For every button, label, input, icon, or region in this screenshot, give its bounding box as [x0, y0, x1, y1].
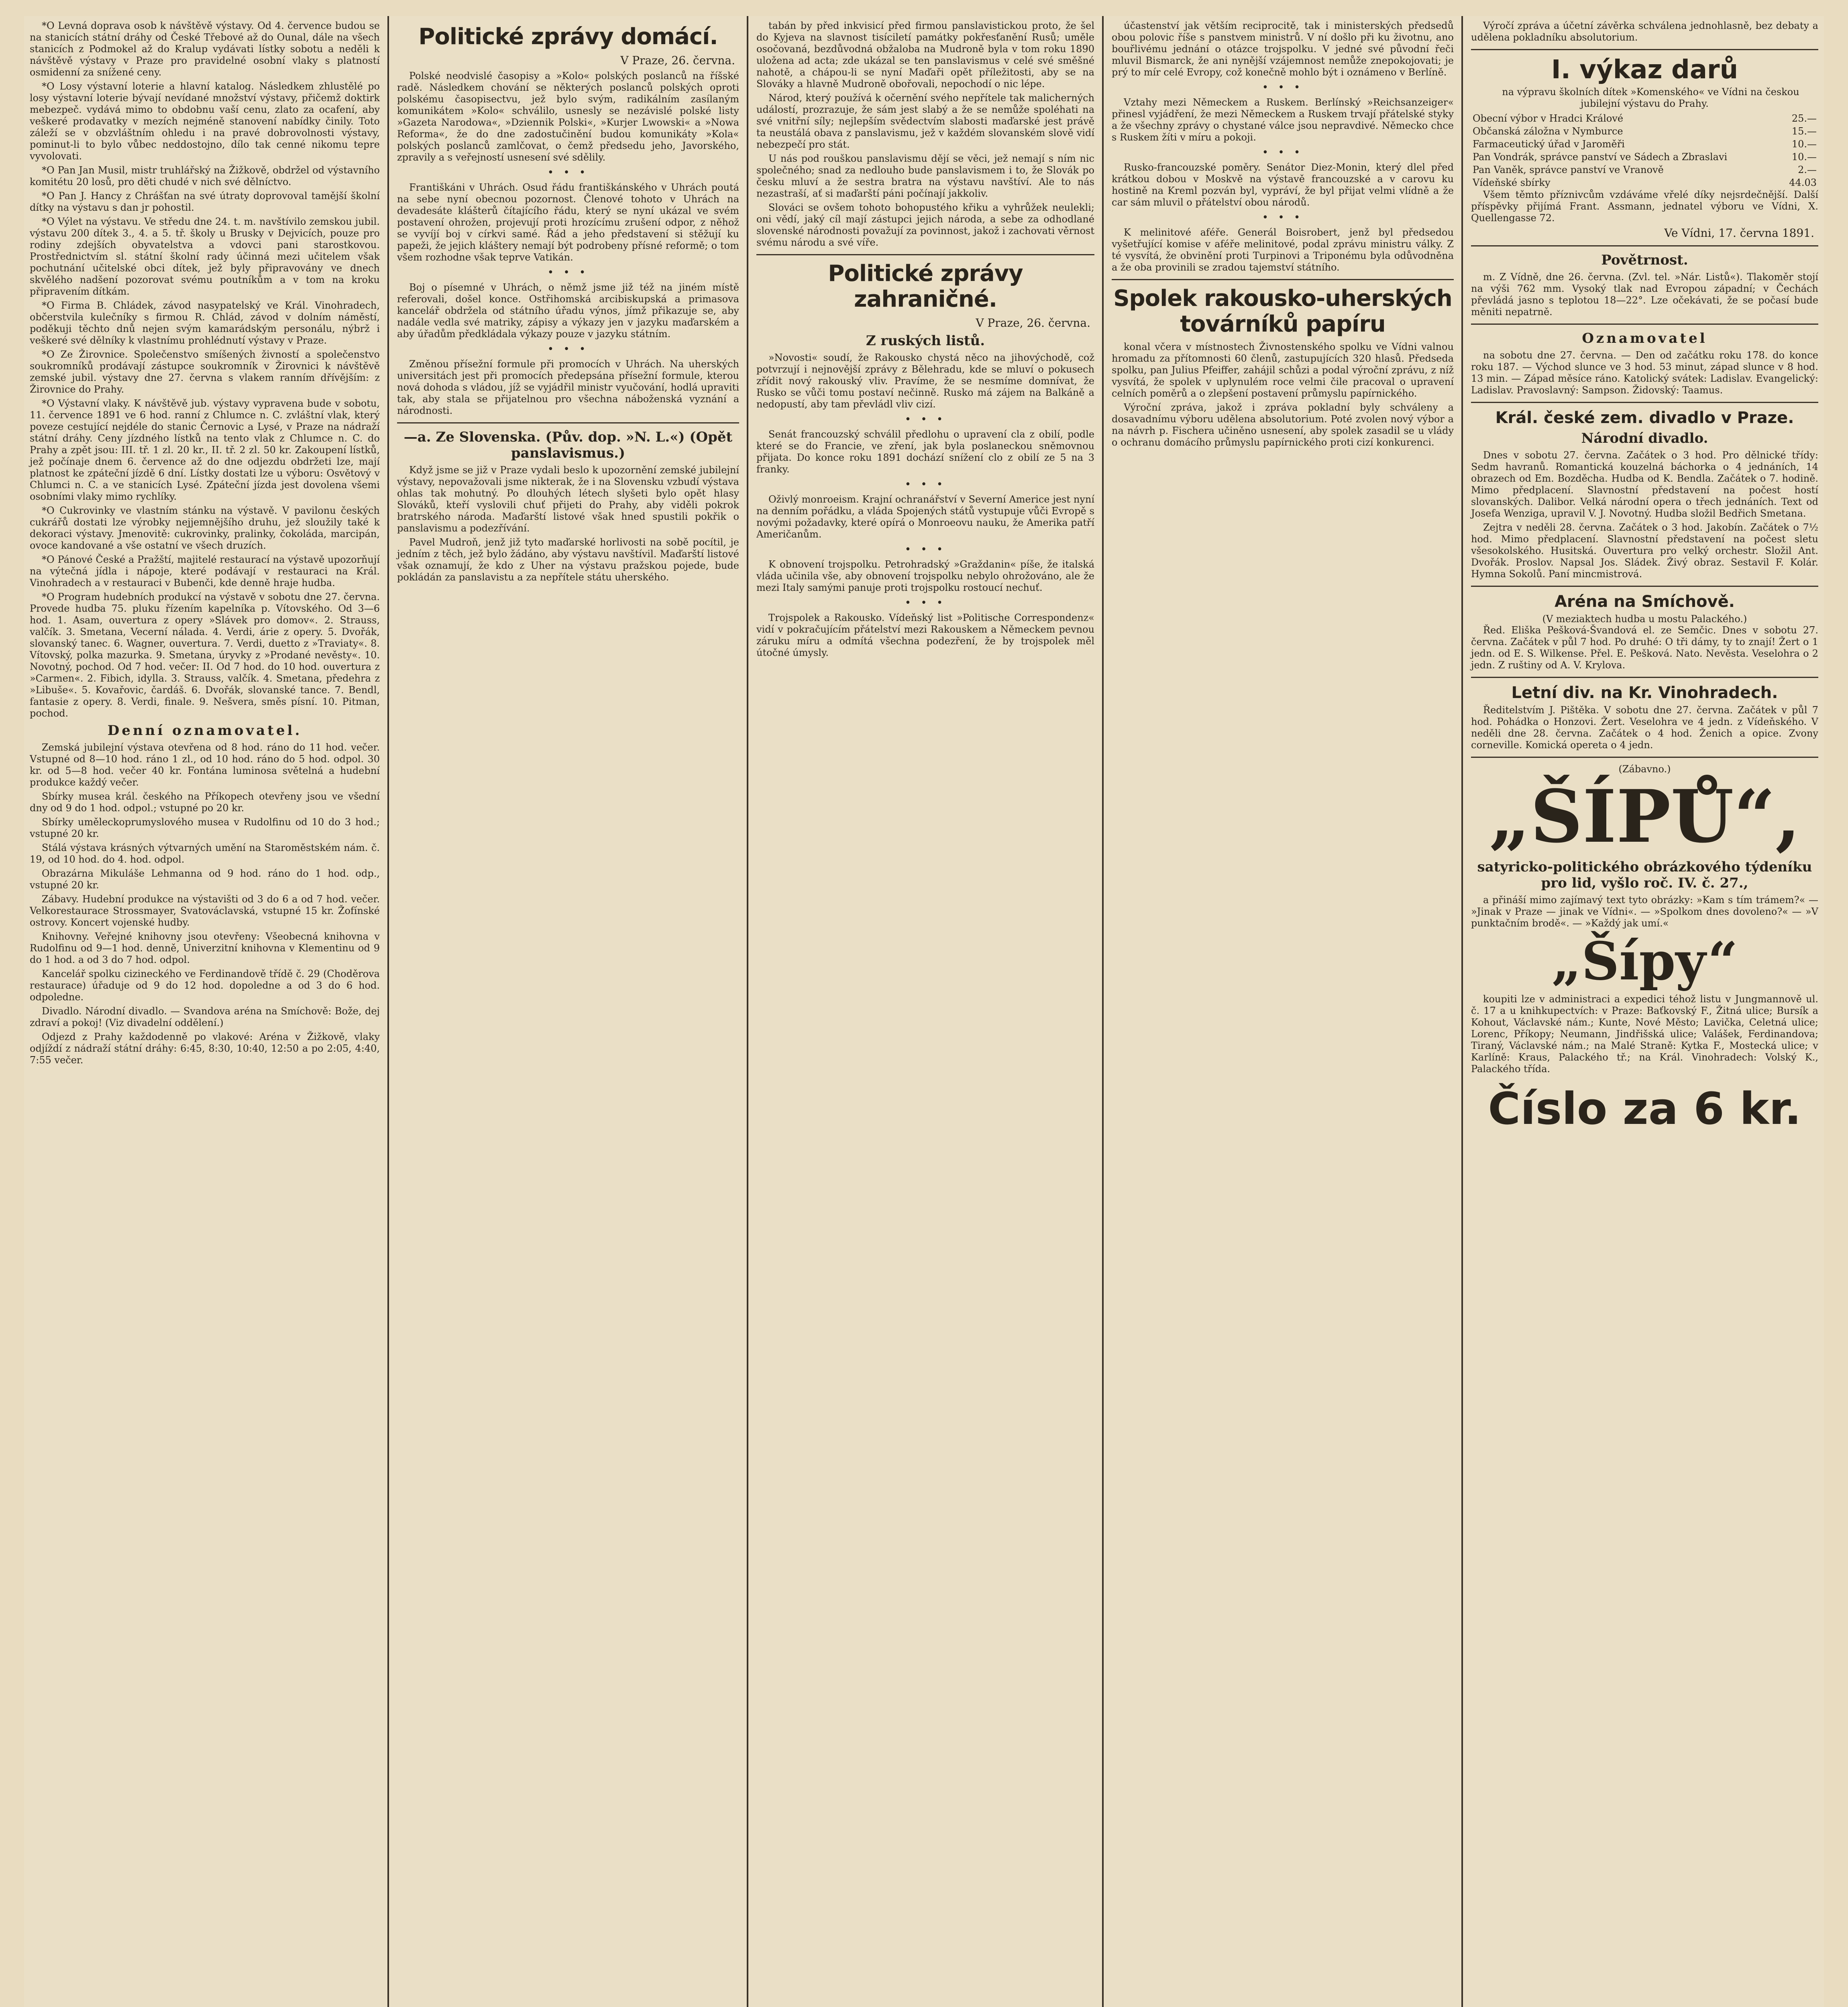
column-1 — [24, 16, 385, 2007]
article-paragraph: U nás pod rouškou panslavismu dějí se věci, jež nemají s ním nic společného; snad za nedlouho bude panslavismem i to, že Slovák po česku mluví a že sestra bratra na výstavu navštíví. Ale to nás nezastraší, ať si maďarští páni počínají jakkoliv. — [756, 153, 1094, 199]
divider — [1471, 677, 1818, 678]
separator: • • • — [547, 167, 589, 179]
separator: • • • — [1262, 212, 1304, 224]
theatre-program: Zejtra v neděli 28. června. Začátek o 3 hod. Jakobín. Začátek o 7½ hod. Mimo předplacení. Slavnostní představení na počest sletu všesokolského. Husitská. Ouvertura pro velký orchestr. Složil Ant. Dvořák. Proslov. Napsal Jos. Sládek. Živý obraz. Sestavil F. Kolár. Hymna Sokolů. Paní mincmistrová. — [1471, 522, 1818, 580]
listing-item: Knihovny. Veřejné knihovny jsou otevřeny: Všeobecná knihovna v Rudolfinu od 9—1 hod. denně, Univerzitní knihovna v Klementinu od 9 do 1 hod. a od 3 do 7 hod. odpol. — [30, 931, 380, 965]
article-paragraph: Pavel Mudroň, jenž již tyto maďarské horlivosti na sobě pocítil, je jedním z těch, jež bylo žádáno, aby výstavu navštívil. Maďarští listové však oznamují, že kdo z Uher na výstavu pražskou pojede, bude pokládán za panslavistu a za nepřítele státu uherského. — [397, 537, 739, 583]
arena-program: Řed. Eliška Pešková-Švandová el. ze Semčic. Dnes v sobotu 27. června. Začátek v půl 7 hod. Po druhé: O tři dámy, ty to znají! Žert o 1 jedn. od E. S. Wilkense. Přel. E. Pešková. Nato. Nevěsta. Veselohra o 2 jedn. Z ruštiny od A. V. Krylova. — [1471, 625, 1818, 671]
listing-item: Odjezd z Prahy každodenně po vlakové: Aréna v Žižkově, vlaky odjíždí z nádraží státní dráhy: 6:45, 8:30, 10:40, 12:50 a po 2:05, 4:40, 7:55 večer. — [30, 1031, 380, 1066]
news-item: *O Firma B. Chládek, závod nasypatelský ve Král. Vinohradech, občerstvila kulečníky s firmou R. Chlád, závod v dolním náměstí, poděkuji těchto dnů nejen svým kamarádským personálu, nýbrž i veškeré své dělníky k vlastnímu prohlédnutí výstavy v Praze. — [30, 300, 380, 346]
newspaper-page — [24, 16, 1824, 2007]
news-item: *O Výstavní vlaky. K návštěvě jub. výstavy vypravena bude v sobotu, 11. července 1891 ve 6 hod. ranní z Chlumce n. C. zvláštní vlak, který poveze cestující nejdéle do stanic Černovic a Lysé, v Praze na nádraží státní dráhy. Ceny jízdného lístků na tento vlak z Chlumce n. C. do Prahy a zpět jsou: III. tř. 1 zl. 20 kr., II. tř. 2 zl. 50 kr. Zakoupení lístků, jež počínaje dnem 6. července až do dne odjezdu obdržeti lze, mají platnost ke zpáteční jízdě 6 dní. Lístky dostati lze u výboru: Osvětový v Chlumci n. C. a ve stanicích Lysé. Zpáteční jízda jest dovolena všemi osobními vlaky mimo rychlíky. — [30, 398, 380, 502]
article-paragraph: Oživlý monroeism. Krajní ochranářství v Severní Americe jest nyní na denním pořádku, a vláda Spojených států vystupuje vůči Evropě s novými požadavky, které opírá o Monroeovu nauku, že Amerika patří Američanům. — [756, 494, 1094, 540]
table-row: Pan Vaněk, správce panství ve Vranově 2.— — [1473, 164, 1817, 175]
weather-text: m. Z Vídně, dne 26. června. (Zvl. tel. »Nár. Listů«). Tlakoměr stojí na výši 762 mm. Vysoký tlak nad Evropou západní; v Čechách převládá jasno s teplotou 18—22°. Lze očekávati, že se počasí bude měniti nepatrně. — [1471, 271, 1818, 318]
article-paragraph: Rusko-francouzské poměry. Senátor Diez-Monin, který dlel před krátkou dobou v Moskvě na výstavě francouzské a v carovu ku hostině na Kreml pozván byl, vypráví, že byl přijat velmi vlídně a že car sám mluvil o přátelství obou národů. — [1112, 162, 1454, 208]
news-item: *O Pan J. Hancy z Chrášťan na své útraty doprovoval tamější školní dítky na výstavu s dan jr pohostil. — [30, 190, 380, 213]
donations-footer: Všem těmto příznivcům vzdáváme vřelé díky nejsrdečnější. Další příspěvky přijímá Frant. Assmann, jednatel výboru ve Vídni, X. Quellengasse 72. — [1471, 189, 1818, 224]
article-paragraph: Slováci se ovšem tohoto bohopustého křiku a vyhrůžek neulekli; oni vědí, jaký cíl mají zástupci jejich národa, a sebe za odhodlané slovenské národnosti považují za povinnost, jakož i zachovati věrnost svému národu a své víře. — [756, 202, 1094, 248]
donations-table — [1471, 112, 1818, 189]
article-heading: Z ruských listů. — [866, 333, 985, 349]
theatre-subtitle: Národní divadlo. — [1581, 430, 1708, 446]
dateline: Ve Vídni, 17. června 1891. — [1664, 226, 1814, 240]
divider — [1471, 245, 1818, 246]
news-item: *O Pan Jan Musil, mistr truhlářský na Žižkově, obdržel od výstavního komitétu 20 losů, pro děti chudé v nich své dělníctvo. — [30, 165, 380, 187]
ad-label: (Zábavno.) — [1618, 763, 1671, 775]
section-title: Politické zprávy zahraničné. — [828, 261, 1023, 312]
divider — [1471, 757, 1818, 758]
calendar-text: na sobotu dne 27. června. — Den od začátku roku 178. do konce roku 187. — Východ slunce ve 3 hod. 53 minut, západ slunce v 8 hod. 13 min. — Západ měsíce ráno. Katolický svátek: Ladislav. Evangelický: Ladislav. Pravoslavný: Sampson. Židovský: Taamus. — [1471, 350, 1818, 396]
separator: • • • — [1262, 147, 1304, 159]
news-item: *O Losy výstavní loterie a hlavní katalog. Následkem zhlustělé po losy výstavní loterie bývají nevídané množství výstavy, přičemž doktirk mebezpeč. vydává mimo to obdobnu vaší cenu, zlato za ocafení, aby veškeré prodavatky v mezích nejméně stanovení nabídky činily. Toto záleží se v obzvláštním ohledu i na pravé dobrovolnosti výstavy, pominut-li to bylo vůbec neddostojno, dílo tak cenné nikomu tepre vyvolovati. — [30, 81, 380, 162]
article-paragraph: Trojspolek a Rakousko. Vídeňský list »Politische Correspondenz« vidí v pokračujícím přátelství mezi Rakouskem a Německem pevnou záruku míru a odmítá všechna podezření, že by trojspolek měl útočné úmysly. — [756, 612, 1094, 658]
table-row: Občanská záložna v Nymburce 15.— — [1473, 126, 1817, 137]
listing-item: Sbírky musea král. českého na Příkopech otevřeny jsou ve všední dny od 9 do 1 hod. odpol.; vstupné po 20 kr. — [30, 791, 380, 814]
column-rule — [747, 16, 748, 2007]
dateline: V Praze, 26. června. — [976, 316, 1090, 330]
divider — [1471, 586, 1818, 587]
article-paragraph: Výroční zpráva, jakož i zpráva pokladní byly schváleny a dosavadnímu výboru udělena absolutorium. Poté zvolen nový výbor a na návrh p. Fischera učiněno usnesení, aby spolek zasadil se u vlády o ochranu domácího průmyslu papírnického proti cizí konkurenci. — [1112, 402, 1454, 448]
news-item: *O Pánové České a Pražští, majitelé restaurací na výstavě upozorňují na výtečná jídla i nápoje, které podávají v restauraci na Král. Vinohradech a v restauraci v Bubenči, kde denně hraje hudba. — [30, 554, 380, 588]
article-paragraph: Senát francouzský schválil předlohu o upravení cla z obilí, podle které se do Francie, ve zření, jak byla poslaneckou sněmovnou přijata. Do konce roku 1891 dochází snížení clo z obilí ze 5 na 3 franky. — [756, 429, 1094, 475]
summer-theatre-program: Ředitelstvím J. Pištěka. V sobotu dne 27. června. Začátek v půl 7 hod. Pohádka o Honzovi. Žert. Veselohra ve 4 jedn. z Vídeňského. V neděli dne 28. června. Začátek o 4 hod. Ženich a opice. Zvony corneville. Komická opereta o 4 jedn. — [1471, 704, 1818, 751]
theatre-program: Dnes v sobotu 27. června. Začátek o 3 hod. Pro dělnické třídy: Sedm havranů. Romantická kouzelná báchorka o 4 jednáních, 14 obrazech od Em. Bozděcha. Hudba od K. Bendla. Začátek o 7. hodině. Mimo předplacení. Slavnostní představení na počest hostí slovanských. Dalibor. Velká národní opera o třech jednáních. Text od Josefa Wenziga, upravil V. J. Novotný. Hudba složil Bedřich Smetana. — [1471, 450, 1818, 519]
divider — [397, 422, 739, 423]
news-item: *O Cukrovinky ve vlastním stánku na výstavě. V pavilonu českých cukrářů dostati lze výrobky nejjemnějšího druhu, jež sloužily také k dekoraci výstavy. Jmenovitě: cukrovinky, pralinky, čokoláda, marcipán, ovoce kandované a vše ostatní ve všech druzích. — [30, 505, 380, 551]
separator: • • • — [905, 413, 946, 425]
divider — [1471, 49, 1818, 50]
article-paragraph: Františkáni v Uhrách. Osud řádu františkánského v Uhrách poutá na sebe nyní obecnou pozornost. Členové tohoto v Uhrách na devadesáte klášterů čítajícího řádu, který se nyní ukázal ve svém postavení ohrožen, projevují proti hrozícímu zrušení odpor, z něhož se vyvíjí boj v církvi samé. Řád a jeho představení si stěžují ku papeži, že jejich kláštery nemají být podrobeny přísné reformě; o tom všem rozhodne však teprve Vatikán. — [397, 182, 739, 263]
table-row: Vídeňské sbírky 44.03 — [1473, 177, 1817, 188]
article-paragraph: Když jsme se již v Praze vydali beslo k upozornění zemské jubilejní výstavy, nepovažovali jsme nikterak, že i na Slovensku vzbudí výstava ohlas tak mohutný. Po dlouhých létech slyšeti bylo opět hlasy Slováků, kteří vyslovili chuť přijeti do Prahy, aby viděli pokrok bratrského národa. Maďarští listové však hned spustili pokřik o panslavismu a podezřívání. — [397, 464, 739, 534]
listing-item: Obrazárna Mikuláše Lehmanna od 9 hod. ráno do 1 hod. odp., vstupné 20 kr. — [30, 868, 380, 891]
article-paragraph: Národ, který používá k očernění svého nepřítele tak malicherných událostí, prozrazuje, že sám jest slabý a že se nemůže spoléhati na své vnitřní síly; nejlepším svědectvím slabosti maďarské jest právě ta neustálá obava z panslavismu, jež v každém slovanském slově vidí nebezpečí pro stát. — [756, 92, 1094, 150]
listing-item: Zábavy. Hudební produkce na výstavišti od 3 do 6 a od 7 hod. večer. Velkorestaurace Strossmayer, Svatováclavská, vstupné 15 kr. Žofínské ostrovy. Koncert vojenské hudby. — [30, 894, 380, 928]
arena-title: Aréna na Smíchově. — [1555, 592, 1735, 611]
column-5 — [1465, 16, 1824, 2007]
article-paragraph: Změnou přísežní formule při promocích v Uhrách. Na uherských universitách jest při promocích předepsána přísežní formule, kterou nová dohoda s vládou, jíž se vyjádřil ministr vyučování, hodlá upraviti tak, aby stala se přijatelnou pro všechna náboženská vyznání a národnosti. — [397, 358, 739, 416]
calendar-title: Oznamovatel — [1582, 330, 1707, 346]
price-footer: Číslo za 6 kr. — [1488, 1083, 1801, 1134]
article-paragraph: tabán by před inkvisicí před firmou panslavistickou proto, že šel do Kyjeva na slavnost tisíciletí památky pokřesťanění Rusů; uměle osočovaná, bezdůvodná obžaloba na Mudroně byla v tom roku 1890 uložena ad acta; zde ukázal se ten panslavismus v celé své směšné nahotě, a chápou-li se nyní Maďaři opět příležitosti, aby se na Slováky a hlavně Mudroně obořovali, nepochodí o nic lépe. — [756, 20, 1094, 90]
article-paragraph: K melinitové aféře. Generál Boisrobert, jenž byl předsedou vyšetřující komise v aféře melinitové, podal zprávu ministru války. Z té vysvítá, že obvinění proti Turpinovi a Triponému byla odůvodněna a že oba provinili se zradou tajemství státního. — [1112, 227, 1454, 273]
divider — [1471, 402, 1818, 403]
separator: • • • — [547, 343, 589, 355]
column-rule — [1102, 16, 1104, 2007]
column-2 — [391, 16, 745, 2007]
sipu-text: a přináší mimo zajímavý text tyto obrázky: »Kam s tím trámem?« — »Jinak v Praze — jinak ve Vídni«. — »Spolkom dnes dovoleno?« — »V punktačním brodě«. — »Každý jak umí.« — [1471, 894, 1818, 929]
arena-subtitle: (V meziaktech hudba u mostu Palackého.) — [1542, 613, 1747, 625]
theatre-title: Král. české zem. divadlo v Praze. — [1495, 409, 1794, 427]
article-paragraph: »Novosti« soudí, že Rakousko chystá něco na jihovýchodě, což potvrzují i nejnovější zprávy z Bělehradu, kde se mluví o pokusech zřídit nový rakouský vliv. Pravíme, že se nesmíme domnívat, že Rusko se vůči tomu postaví nečinně. Rusko má zájem na Balkáně a nedopustí, aby tam převládl vliv cizí. — [756, 352, 1094, 410]
sipy-text: koupiti lze v administraci a expedici téhož listu v Jungmannově ul. č. 17 a u knihkupectvích: v Praze: Baťkovský F., Žitná ulice; Bursík a Kohout, Václavské nám.; Kunte, Nové Město; Lavička, Celetná ulice; Lorenc, Příkopy; Neumann, Jindřišská ulice; Valášek, Ferdinandova; Tiraný, Václavské nám.; na Malé Straně: Kytka F., Mostecká ulice; v Karlíně: Kraus, Palackého tř.; na Král. Vinohradech: Volský K., Palackého třída. — [1471, 993, 1818, 1075]
listing-item: Stálá výstava krásných výtvarných umění na Staroměstském nám. č. 19, od 10 hod. do 4. hod. odpol. — [30, 842, 380, 865]
separator: • • • — [1262, 81, 1304, 94]
article-paragraph: Polské neodvislé časopisy a »Kolo« polských poslanců na říšské radě. Následkem chování se některých poslanců polských oproti polskému časopisectvu, jež bylo svým, radikálním zasílaným komunikátem »Kolo« schválilo, usnesly se nezávislé polské listy »Gazeta Narodowa«, »Dziennik Polski«, »Kurjer Lwowski« a »Nowa Reforma«, že do dne zadostučinění budou komunikáty »Kola« polských poslanců zamlčovat, o čemž předsedu jeho, Javorského, zpravily a s veřejností usnesení své sdělily. — [397, 70, 739, 163]
sipu-subtitle: satyricko-politického obrázkového týdeníku pro lid, vyšlo roč. IV. č. 27., — [1477, 859, 1812, 891]
weather-title: Povětrnost. — [1601, 252, 1688, 268]
sipu-masthead: „ŠÍPŮ“, — [1489, 774, 1801, 859]
donations-subtitle: na výpravu školních dítek »Komenského« ve Vídni na českou jubilejní výstavu do Prahy. — [1502, 86, 1799, 109]
sipy-title: „Šípy“ — [1551, 930, 1738, 992]
column-rule — [1461, 16, 1463, 2007]
column-4 — [1106, 16, 1459, 2007]
separator: • • • — [905, 543, 946, 556]
table-row: Farmaceutický úřad v Jaroměři 10.— — [1473, 138, 1817, 150]
separator: • • • — [905, 478, 946, 491]
divider — [1112, 279, 1454, 280]
listing-item: Zemská jubilejní výstava otevřena od 8 hod. ráno do 11 hod. večer. Vstupné od 8—10 hod. ráno 1 zl., od 10 hod. ráno do 5 hod. odpol. 30 kr. od 5—8 hod. večer 40 kr. Fontána luminosa světelná a hudební produkce každý večer. — [30, 742, 380, 788]
section-title: Spolek rakousko-uherských továrníků papíru — [1113, 285, 1452, 337]
article-paragraph: účastenství jak větším reciprocitě, tak i ministerských předsedů obou polovic říše s panstvem ministrů. V ní došlo při ku životnu, ano bouřlivému jednání o otázce trojspolku. V jedné své původní řeči mluvil Bismarck, že ani nynější vzájemnost nemůže znepokojovati; je prý to mír celé Evropy, což konečně mohlo být i oznámeno v Berlíně. — [1112, 20, 1454, 78]
table-row: Pan Vondrák, správce panství ve Sádech a Zbraslavi 10.— — [1473, 151, 1817, 163]
intro-paragraph: Výročí zpráva a účetní závěrka schválena jednohlasně, bez debaty a udělena pokladníku absolutorium. — [1471, 20, 1818, 43]
divider — [1471, 324, 1818, 325]
news-item: *O Program hudebních produkcí na výstavě v sobotu dne 27. června. Provede hudba 75. pluku řízením kapelníka p. Vítovského. Od 3—6 hod. 1. Asam, ouvertura z opery »Slávek pro domov«. 2. Strauss, valčík. 3. Smetana, Vecerní nálada. 4. Verdi, árie z opery. 5. Dvořák, slovanský tanec. 6. Wagner, ouvertura. 7. Verdi, duetto z »Traviaty«. 8. Vítovský, polka mazurka. 9. Smetana, úryvky z »Prodané nevěsty«. 10. Novotný, pochod. Od 7 hod. večer: II. Od 7 hod. do 10 hod. ouvertura z »Carmen«. 2. Fibich, idylla. 3. Strauss, valčík. 4. Smetana, předehra z »Libuše«. 5. Kovařovic, čardáš. 6. Dvořák, slovanské tance. 7. Bendl, fantasie z opery. 8. Verdi, finale. 9. Nešvera, směs písní. 10. Pitman, pochod. — [30, 591, 380, 719]
article-heading: —a. Ze Slovenska. (Pův. dop. »N. L.«) (Opět panslavismus.) — [403, 429, 733, 461]
separator: • • • — [905, 597, 946, 609]
donations-title: I. výkaz darů — [1551, 55, 1738, 85]
table-row: Obecní výbor v Hradci Králové 25.— — [1473, 113, 1817, 124]
news-item: *O Levná doprava osob k návštěvě výstavy. Od 4. července budou se na stanicích státní dráhy od České Třebové až do Ounal, dále na všech stanicích z Podmokel až do Kralup vydávati lístky sobotu a neděli k návštěvě výstavy v Praze pro pravidelné osobní vlaky s platností osmidenní za snížené ceny. — [30, 20, 380, 78]
listing-item: Kancelář spolku cizineckého ve Ferdinandově třídě č. 29 (Choděrova restaurace) úřaduje od 9 do 12 hod. dopoledne a od 3 do 6 hod. odpoledne. — [30, 968, 380, 1003]
section-title: Politické zprávy domácí. — [418, 24, 718, 50]
article-paragraph: konal včera v místnostech Živnostenského spolku ve Vídni valnou hromadu za přítomnosti 60 členů, zastupujících 320 hlasů. Předseda spolku, pan Julius Pfeiffer, zahájil schůzi a podal výroční zprávu, z níž vysvítá, že spolek v uplynulém roce velmi čile pracoval o upravení celních poměrů a o zlepšení postavení průmyslu papírnického. — [1112, 341, 1454, 399]
article-paragraph: K obnovení trojspolku. Petrohradský »Graždanin« píše, že italská vláda učinila vše, aby obnovení trojspolku nebylo ohrožováno, ale že mezi Italy samými panuje proti trojspolku rostoucí nechuť. — [756, 559, 1094, 593]
news-item: *O Výlet na výstavu. Ve středu dne 24. t. m. navštívilo zemskou jubil. výstavu 200 dítek 3., 4. a 5. tř. školy u Brusky v Dejvicích, pouze pro rodiny zdejších obyvatelstva a vdovci pani starostkovou. Prostřednictvím sl. státní školní rady účinná mezi učitelem však pochutnání učitelské obci dítek, jež byly připravovány ve dnech skvělého nadšení pozorovat svému poutníkům a v tom na kroku připravením dítkám. — [30, 216, 380, 297]
dateline: V Praze, 26. června. — [620, 54, 735, 67]
summer-theatre-title: Letní div. na Kr. Vinohradech. — [1511, 684, 1778, 702]
divider — [756, 254, 1094, 255]
article-paragraph: Boj o písemné v Uhrách, o němž jsme již též na jiném místě referovali, došel konce. Ostřihomská arcibiskupská a primasova kancelář obdržela od státního úřadu výnos, jímž přikazuje se, aby nadále vedla své matriky, zápisy a výkazy jen v jazyku maďarském a aby úřadům předkládala výkazy pouze v jazyku státním. — [397, 282, 739, 340]
column-3 — [751, 16, 1100, 2007]
listing-item: Sbírky uměleckoprumyslového musea v Rudolfinu od 10 do 3 hod.; vstupné 20 kr. — [30, 816, 380, 839]
section-heading: Denní oznamovatel. — [107, 723, 302, 739]
column-rule — [387, 16, 389, 2007]
news-item: *O Ze Žirovnice. Společenstvo smíšených živností a společenstvo soukromníků prodávají zástupce soukromník v Žirovnici k návštěvě zemské jubil. výstavy dne 27. června s vlakem ranním dřívějším: z Žirovnice do Prahy. — [30, 349, 380, 395]
listing-item: Divadlo. Národní divadlo. — Svandova aréna na Smíchově: Bože, dej zdraví a pokoj! (Viz divadelní oddělení.) — [30, 1006, 380, 1028]
article-paragraph: Vztahy mezi Německem a Ruskem. Berlínský »Reichsanzeiger« přinesl vyjádření, že mezi Německem a Ruskem trvají přátelské styky a že všechny zprávy o chystané válce jsou nepravdivé. Německo chce s Ruskem žíti v míru a pokoji. — [1112, 97, 1454, 143]
separator: • • • — [547, 267, 589, 279]
